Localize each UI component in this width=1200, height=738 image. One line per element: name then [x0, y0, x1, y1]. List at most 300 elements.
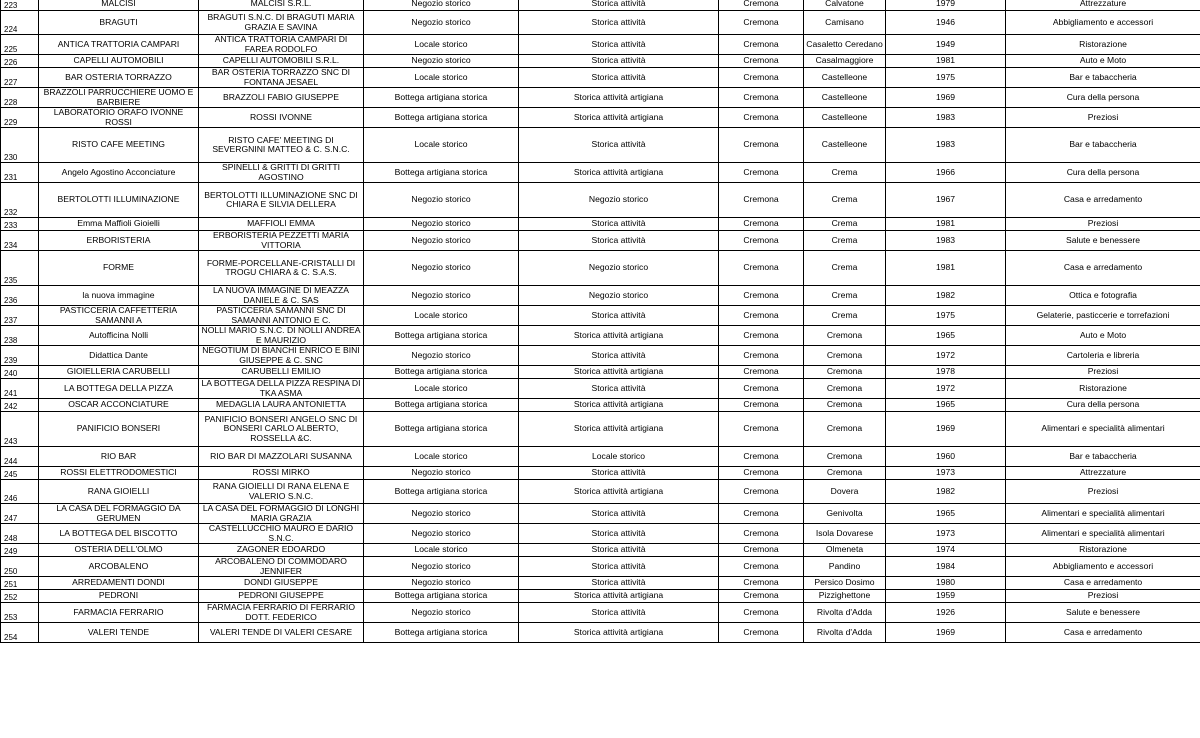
- cell-row-number: 253: [1, 603, 39, 623]
- cell-year: 1984: [886, 557, 1006, 577]
- cell-row-number: 225: [1, 35, 39, 55]
- table-body: [1, 0, 1200, 643]
- cell-category: Locale storico: [364, 128, 519, 163]
- table-row: [1, 11, 1200, 35]
- cell-category: Negozio storico: [364, 504, 519, 524]
- cell-province: Cremona: [719, 0, 804, 11]
- table-row: [1, 286, 1200, 306]
- table-row: [1, 68, 1200, 88]
- cell-company-name: NOLLI MARIO S.N.C. DI NOLLI ANDREA E MAURIZIO: [199, 326, 364, 346]
- table-row: [1, 623, 1200, 643]
- cell-row-number: 228: [1, 88, 39, 108]
- cell-type: Storica attività: [519, 218, 719, 231]
- cell-row-number: 227: [1, 68, 39, 88]
- table-row: [1, 231, 1200, 251]
- cell-year: 1966: [886, 163, 1006, 183]
- table-row: [1, 379, 1200, 399]
- cell-municipality: Isola Dovarese: [804, 524, 886, 544]
- cell-sector: Bar e tabaccheria: [1006, 128, 1200, 163]
- cell-municipality: Crema: [804, 218, 886, 231]
- cell-year: 1978: [886, 366, 1006, 379]
- cell-company-name: MEDAGLIA LAURA ANTONIETTA: [199, 399, 364, 412]
- table-row: [1, 163, 1200, 183]
- cell-category: Negozio storico: [364, 577, 519, 590]
- cell-category: Bottega artigiana storica: [364, 399, 519, 412]
- cell-category: Locale storico: [364, 544, 519, 557]
- cell-province: Cremona: [719, 366, 804, 379]
- cell-company-name: ROSSI MIRKO: [199, 467, 364, 480]
- cell-province: Cremona: [719, 590, 804, 603]
- cell-sector: Salute e benessere: [1006, 603, 1200, 623]
- table-row: [1, 524, 1200, 544]
- table-row: [1, 467, 1200, 480]
- cell-company-name: LA BOTTEGA DELLA PIZZA RESPINA DI TKA ASMA: [199, 379, 364, 399]
- cell-type: Storica attività: [519, 346, 719, 366]
- cell-type: Storica attività artigiana: [519, 108, 719, 128]
- cell-year: 1946: [886, 11, 1006, 35]
- cell-business-name: FARMACIA FERRARIO: [39, 603, 199, 623]
- cell-type: Locale storico: [519, 447, 719, 467]
- cell-company-name: ARCOBALENO DI COMMODARO JENNIFER: [199, 557, 364, 577]
- cell-row-number: 254: [1, 623, 39, 643]
- cell-row-number: 238: [1, 326, 39, 346]
- cell-company-name: FARMACIA FERRARIO DI FERRARIO DOTT. FEDERICO: [199, 603, 364, 623]
- cell-type: Negozio storico: [519, 183, 719, 218]
- cell-sector: Salute e benessere: [1006, 231, 1200, 251]
- cell-type: Storica attività: [519, 128, 719, 163]
- cell-company-name: BAR OSTERIA TORRAZZO SNC DI FONTANA JESAEL: [199, 68, 364, 88]
- cell-sector: Alimentari e specialità alimentari: [1006, 412, 1200, 447]
- cell-year: 1979: [886, 0, 1006, 11]
- table-row: [1, 35, 1200, 55]
- cell-row-number: 250: [1, 557, 39, 577]
- cell-category: Locale storico: [364, 447, 519, 467]
- cell-year: 1975: [886, 306, 1006, 326]
- cell-company-name: CAPELLI AUTOMOBILI S.R.L.: [199, 55, 364, 68]
- cell-row-number: 237: [1, 306, 39, 326]
- cell-row-number: 242: [1, 399, 39, 412]
- cell-business-name: Autofficina Nolli: [39, 326, 199, 346]
- cell-category: Bottega artigiana storica: [364, 590, 519, 603]
- cell-sector: Casa e arredamento: [1006, 251, 1200, 286]
- cell-municipality: Castelleone: [804, 68, 886, 88]
- cell-municipality: Cremona: [804, 399, 886, 412]
- cell-category: Negozio storico: [364, 11, 519, 35]
- cell-row-number: 231: [1, 163, 39, 183]
- cell-row-number: 248: [1, 524, 39, 544]
- table-row: [1, 590, 1200, 603]
- cell-province: Cremona: [719, 218, 804, 231]
- cell-sector: Preziosi: [1006, 108, 1200, 128]
- table-row: [1, 183, 1200, 218]
- cell-municipality: Crema: [804, 183, 886, 218]
- cell-business-name: ARREDAMENTI DONDI: [39, 577, 199, 590]
- cell-category: Negozio storico: [364, 0, 519, 11]
- cell-year: 1981: [886, 55, 1006, 68]
- cell-business-name: PASTICCERIA CAFFETTERIA SAMANNI A: [39, 306, 199, 326]
- cell-type: Storica attività: [519, 524, 719, 544]
- cell-business-name: Emma Maffioli Gioielli: [39, 218, 199, 231]
- cell-municipality: Camisano: [804, 11, 886, 35]
- cell-category: Bottega artigiana storica: [364, 366, 519, 379]
- cell-company-name: DONDI GIUSEPPE: [199, 577, 364, 590]
- cell-province: Cremona: [719, 504, 804, 524]
- cell-year: 1969: [886, 623, 1006, 643]
- cell-province: Cremona: [719, 524, 804, 544]
- cell-category: Negozio storico: [364, 183, 519, 218]
- cell-type: Storica attività: [519, 306, 719, 326]
- cell-type: Storica attività artigiana: [519, 590, 719, 603]
- cell-category: Bottega artigiana storica: [364, 88, 519, 108]
- cell-sector: Auto e Moto: [1006, 55, 1200, 68]
- cell-province: Cremona: [719, 379, 804, 399]
- cell-sector: Preziosi: [1006, 218, 1200, 231]
- cell-category: Negozio storico: [364, 603, 519, 623]
- cell-sector: Cura della persona: [1006, 88, 1200, 108]
- cell-business-name: Didattica Dante: [39, 346, 199, 366]
- cell-year: 1969: [886, 88, 1006, 108]
- cell-business-name: BAR OSTERIA TORRAZZO: [39, 68, 199, 88]
- table-row: [1, 88, 1200, 108]
- cell-business-name: CAPELLI AUTOMOBILI: [39, 55, 199, 68]
- cell-company-name: PASTICCERIA SAMANNI SNC DI SAMANNI ANTONIO E C.: [199, 306, 364, 326]
- cell-province: Cremona: [719, 346, 804, 366]
- cell-business-name: ARCOBALENO: [39, 557, 199, 577]
- cell-category: Bottega artigiana storica: [364, 326, 519, 346]
- cell-province: Cremona: [719, 55, 804, 68]
- cell-business-name: BRAGUTI: [39, 11, 199, 35]
- cell-category: Negozio storico: [364, 218, 519, 231]
- cell-municipality: Rivolta d'Adda: [804, 603, 886, 623]
- cell-category: Negozio storico: [364, 231, 519, 251]
- cell-business-name: BERTOLOTTI ILLUMINAZIONE: [39, 183, 199, 218]
- cell-category: Bottega artigiana storica: [364, 623, 519, 643]
- cell-row-number: 226: [1, 55, 39, 68]
- cell-category: Negozio storico: [364, 467, 519, 480]
- cell-category: Locale storico: [364, 379, 519, 399]
- cell-municipality: Pizzighettone: [804, 590, 886, 603]
- cell-municipality: Casaletto Ceredano: [804, 35, 886, 55]
- cell-company-name: ANTICA TRATTORIA CAMPARI DI FAREA RODOLFO: [199, 35, 364, 55]
- cell-year: 1982: [886, 480, 1006, 504]
- cell-year: 1965: [886, 399, 1006, 412]
- cell-sector: Casa e arredamento: [1006, 577, 1200, 590]
- cell-type: Storica attività: [519, 55, 719, 68]
- table-row: [1, 251, 1200, 286]
- cell-municipality: Cremona: [804, 467, 886, 480]
- cell-year: 1959: [886, 590, 1006, 603]
- cell-sector: Auto e Moto: [1006, 326, 1200, 346]
- cell-category: Negozio storico: [364, 346, 519, 366]
- cell-company-name: ERBORISTERIA PEZZETTI MARIA VITTORIA: [199, 231, 364, 251]
- cell-municipality: Crema: [804, 306, 886, 326]
- cell-municipality: Crema: [804, 163, 886, 183]
- cell-business-name: LABORATORIO ORAFO IVONNE ROSSI: [39, 108, 199, 128]
- cell-province: Cremona: [719, 251, 804, 286]
- cell-category: Bottega artigiana storica: [364, 412, 519, 447]
- cell-province: Cremona: [719, 399, 804, 412]
- cell-type: Storica attività: [519, 603, 719, 623]
- cell-type: Storica attività: [519, 11, 719, 35]
- cell-sector: Ottica e fotografia: [1006, 286, 1200, 306]
- cell-municipality: Cremona: [804, 326, 886, 346]
- cell-type: Storica attività: [519, 68, 719, 88]
- cell-sector: Cura della persona: [1006, 163, 1200, 183]
- cell-year: 1982: [886, 286, 1006, 306]
- cell-business-name: FORME: [39, 251, 199, 286]
- cell-type: Storica attività: [519, 0, 719, 11]
- table-row: [1, 326, 1200, 346]
- cell-year: 1974: [886, 544, 1006, 557]
- cell-province: Cremona: [719, 128, 804, 163]
- cell-year: 1967: [886, 183, 1006, 218]
- cell-row-number: 224: [1, 11, 39, 35]
- cell-year: 1980: [886, 577, 1006, 590]
- cell-row-number: 234: [1, 231, 39, 251]
- cell-type: Storica attività: [519, 504, 719, 524]
- cell-province: Cremona: [719, 577, 804, 590]
- cell-province: Cremona: [719, 447, 804, 467]
- cell-sector: Cartoleria e libreria: [1006, 346, 1200, 366]
- table-row: [1, 366, 1200, 379]
- cell-type: Storica attività artigiana: [519, 326, 719, 346]
- cell-municipality: Persico Dosimo: [804, 577, 886, 590]
- cell-company-name: LA CASA DEL FORMAGGIO DI LONGHI MARIA GRAZIA: [199, 504, 364, 524]
- cell-municipality: Crema: [804, 251, 886, 286]
- cell-row-number: 235: [1, 251, 39, 286]
- cell-province: Cremona: [719, 544, 804, 557]
- table-row: [1, 346, 1200, 366]
- table-row: [1, 0, 1200, 11]
- cell-municipality: Rivolta d'Adda: [804, 623, 886, 643]
- cell-year: 1926: [886, 603, 1006, 623]
- cell-year: 1983: [886, 128, 1006, 163]
- cell-sector: Bar e tabaccheria: [1006, 68, 1200, 88]
- table-row: [1, 603, 1200, 623]
- cell-sector: Alimentari e specialità alimentari: [1006, 504, 1200, 524]
- cell-row-number: 249: [1, 544, 39, 557]
- table-row: [1, 447, 1200, 467]
- cell-year: 1973: [886, 467, 1006, 480]
- cell-company-name: RISTO CAFE' MEETING DI SEVERGNINI MATTEO & C. S.N.C.: [199, 128, 364, 163]
- cell-row-number: 243: [1, 412, 39, 447]
- cell-sector: Gelaterie, pasticcerie e torrefazioni: [1006, 306, 1200, 326]
- cell-company-name: FORME-PORCELLANE-CRISTALLI DI TROGU CHIARA & C. S.A.S.: [199, 251, 364, 286]
- cell-company-name: BRAGUTI S.N.C. DI BRAGUTI MARIA GRAZIA E SAVINA: [199, 11, 364, 35]
- cell-business-name: MALCISI: [39, 0, 199, 11]
- cell-company-name: MALCISI S.R.L.: [199, 0, 364, 11]
- cell-company-name: SPINELLI & GRITTI DI GRITTI AGOSTINO: [199, 163, 364, 183]
- cell-row-number: 236: [1, 286, 39, 306]
- cell-province: Cremona: [719, 35, 804, 55]
- cell-year: 1983: [886, 231, 1006, 251]
- cell-row-number: 241: [1, 379, 39, 399]
- cell-province: Cremona: [719, 326, 804, 346]
- cell-type: Storica attività: [519, 35, 719, 55]
- cell-municipality: Calvatone: [804, 0, 886, 11]
- cell-sector: Casa e arredamento: [1006, 623, 1200, 643]
- cell-company-name: NEGOTIUM DI BIANCHI ENRICO E BINI GIUSEPPE & C. SNC: [199, 346, 364, 366]
- table-row: [1, 108, 1200, 128]
- cell-sector: Attrezzature: [1006, 0, 1200, 11]
- cell-business-name: PEDRONI: [39, 590, 199, 603]
- cell-year: 1960: [886, 447, 1006, 467]
- table-row: [1, 577, 1200, 590]
- cell-company-name: BERTOLOTTI ILLUMINAZIONE SNC DI CHIARA E SILVIA DELLERA: [199, 183, 364, 218]
- cell-type: Storica attività artigiana: [519, 412, 719, 447]
- cell-business-name: LA BOTTEGA DEL BISCOTTO: [39, 524, 199, 544]
- cell-category: Negozio storico: [364, 251, 519, 286]
- cell-province: Cremona: [719, 88, 804, 108]
- cell-category: Locale storico: [364, 68, 519, 88]
- cell-category: Bottega artigiana storica: [364, 108, 519, 128]
- cell-province: Cremona: [719, 68, 804, 88]
- cell-province: Cremona: [719, 412, 804, 447]
- cell-province: Cremona: [719, 108, 804, 128]
- cell-sector: Preziosi: [1006, 366, 1200, 379]
- cell-type: Storica attività: [519, 231, 719, 251]
- table-row: [1, 557, 1200, 577]
- cell-business-name: PANIFICIO BONSERI: [39, 412, 199, 447]
- cell-row-number: 239: [1, 346, 39, 366]
- cell-year: 1969: [886, 412, 1006, 447]
- cell-year: 1965: [886, 326, 1006, 346]
- cell-row-number: 247: [1, 504, 39, 524]
- cell-sector: Alimentari e specialità alimentari: [1006, 524, 1200, 544]
- cell-type: Storica attività artigiana: [519, 88, 719, 108]
- cell-year: 1972: [886, 379, 1006, 399]
- cell-province: Cremona: [719, 183, 804, 218]
- cell-municipality: Cremona: [804, 412, 886, 447]
- cell-row-number: 245: [1, 467, 39, 480]
- cell-type: Storica attività: [519, 544, 719, 557]
- cell-sector: Abbigliamento e accessori: [1006, 557, 1200, 577]
- cell-row-number: 244: [1, 447, 39, 467]
- cell-year: 1972: [886, 346, 1006, 366]
- cell-sector: Cura della persona: [1006, 399, 1200, 412]
- cell-category: Negozio storico: [364, 55, 519, 68]
- cell-company-name: LA NUOVA IMMAGINE DI MEAZZA DANIELE & C. SAS: [199, 286, 364, 306]
- cell-company-name: BRAZZOLI FABIO GIUSEPPE: [199, 88, 364, 108]
- cell-business-name: BRAZZOLI PARRUCCHIERE UOMO E BARBIERE: [39, 88, 199, 108]
- cell-province: Cremona: [719, 11, 804, 35]
- cell-company-name: ROSSI IVONNE: [199, 108, 364, 128]
- cell-category: Negozio storico: [364, 557, 519, 577]
- cell-business-name: RISTO CAFE MEETING: [39, 128, 199, 163]
- cell-municipality: Olmeneta: [804, 544, 886, 557]
- cell-company-name: MAFFIOLI EMMA: [199, 218, 364, 231]
- cell-year: 1973: [886, 524, 1006, 544]
- cell-row-number: 252: [1, 590, 39, 603]
- cell-type: Storica attività artigiana: [519, 480, 719, 504]
- table-row: [1, 306, 1200, 326]
- cell-row-number: 223: [1, 0, 39, 11]
- cell-business-name: RANA GIOIELLI: [39, 480, 199, 504]
- cell-business-name: OSCAR ACCONCIATURE: [39, 399, 199, 412]
- cell-type: Storica attività artigiana: [519, 163, 719, 183]
- cell-sector: Ristorazione: [1006, 379, 1200, 399]
- cell-year: 1975: [886, 68, 1006, 88]
- cell-company-name: VALERI TENDE DI VALERI CESARE: [199, 623, 364, 643]
- cell-category: Negozio storico: [364, 286, 519, 306]
- cell-company-name: CASTELLUCCHIO MAURO E DARIO S.N.C.: [199, 524, 364, 544]
- cell-municipality: Cremona: [804, 379, 886, 399]
- cell-municipality: Castelleone: [804, 108, 886, 128]
- cell-type: Storica attività: [519, 577, 719, 590]
- cell-municipality: Cremona: [804, 366, 886, 379]
- cell-row-number: 229: [1, 108, 39, 128]
- cell-year: 1983: [886, 108, 1006, 128]
- cell-sector: Attrezzature: [1006, 467, 1200, 480]
- table-row: [1, 218, 1200, 231]
- cell-row-number: 240: [1, 366, 39, 379]
- cell-municipality: Pandino: [804, 557, 886, 577]
- cell-municipality: Cremona: [804, 346, 886, 366]
- cell-company-name: RIO BAR DI MAZZOLARI SUSANNA: [199, 447, 364, 467]
- cell-category: Locale storico: [364, 306, 519, 326]
- cell-category: Locale storico: [364, 35, 519, 55]
- cell-type: Storica attività: [519, 467, 719, 480]
- cell-province: Cremona: [719, 557, 804, 577]
- table-row: [1, 128, 1200, 163]
- cell-business-name: RIO BAR: [39, 447, 199, 467]
- cell-row-number: 233: [1, 218, 39, 231]
- cell-province: Cremona: [719, 306, 804, 326]
- cell-year: 1949: [886, 35, 1006, 55]
- cell-municipality: Castelleone: [804, 128, 886, 163]
- cell-category: Negozio storico: [364, 524, 519, 544]
- table-row: [1, 480, 1200, 504]
- cell-municipality: Crema: [804, 286, 886, 306]
- cell-municipality: Dovera: [804, 480, 886, 504]
- cell-company-name: PEDRONI GIUSEPPE: [199, 590, 364, 603]
- cell-type: Storica attività artigiana: [519, 399, 719, 412]
- table-row: [1, 504, 1200, 524]
- cell-type: Storica attività: [519, 557, 719, 577]
- cell-type: Negozio storico: [519, 286, 719, 306]
- cell-category: Bottega artigiana storica: [364, 163, 519, 183]
- cell-business-name: ANTICA TRATTORIA CAMPARI: [39, 35, 199, 55]
- cell-province: Cremona: [719, 231, 804, 251]
- cell-type: Negozio storico: [519, 251, 719, 286]
- cell-municipality: Casalmaggiore: [804, 55, 886, 68]
- cell-province: Cremona: [719, 603, 804, 623]
- cell-company-name: RANA GIOIELLI DI RANA ELENA E VALERIO S.N.C.: [199, 480, 364, 504]
- cell-business-name: VALERI TENDE: [39, 623, 199, 643]
- cell-sector: Ristorazione: [1006, 544, 1200, 557]
- cell-sector: Preziosi: [1006, 590, 1200, 603]
- cell-year: 1981: [886, 218, 1006, 231]
- cell-business-name: ERBORISTERIA: [39, 231, 199, 251]
- cell-company-name: ZAGONER EDOARDO: [199, 544, 364, 557]
- cell-business-name: OSTERIA DELL'OLMO: [39, 544, 199, 557]
- cell-business-name: LA CASA DEL FORMAGGIO DA GERUMEN: [39, 504, 199, 524]
- cell-province: Cremona: [719, 286, 804, 306]
- cell-row-number: 251: [1, 577, 39, 590]
- cell-municipality: Genivolta: [804, 504, 886, 524]
- cell-year: 1965: [886, 504, 1006, 524]
- cell-province: Cremona: [719, 163, 804, 183]
- table-row: [1, 412, 1200, 447]
- cell-sector: Abbigliamento e accessori: [1006, 11, 1200, 35]
- cell-province: Cremona: [719, 480, 804, 504]
- table-row: [1, 544, 1200, 557]
- cell-business-name: la nuova immagine: [39, 286, 199, 306]
- table-row: [1, 55, 1200, 68]
- cell-row-number: 230: [1, 128, 39, 163]
- cell-category: Bottega artigiana storica: [364, 480, 519, 504]
- cell-municipality: Castelleone: [804, 88, 886, 108]
